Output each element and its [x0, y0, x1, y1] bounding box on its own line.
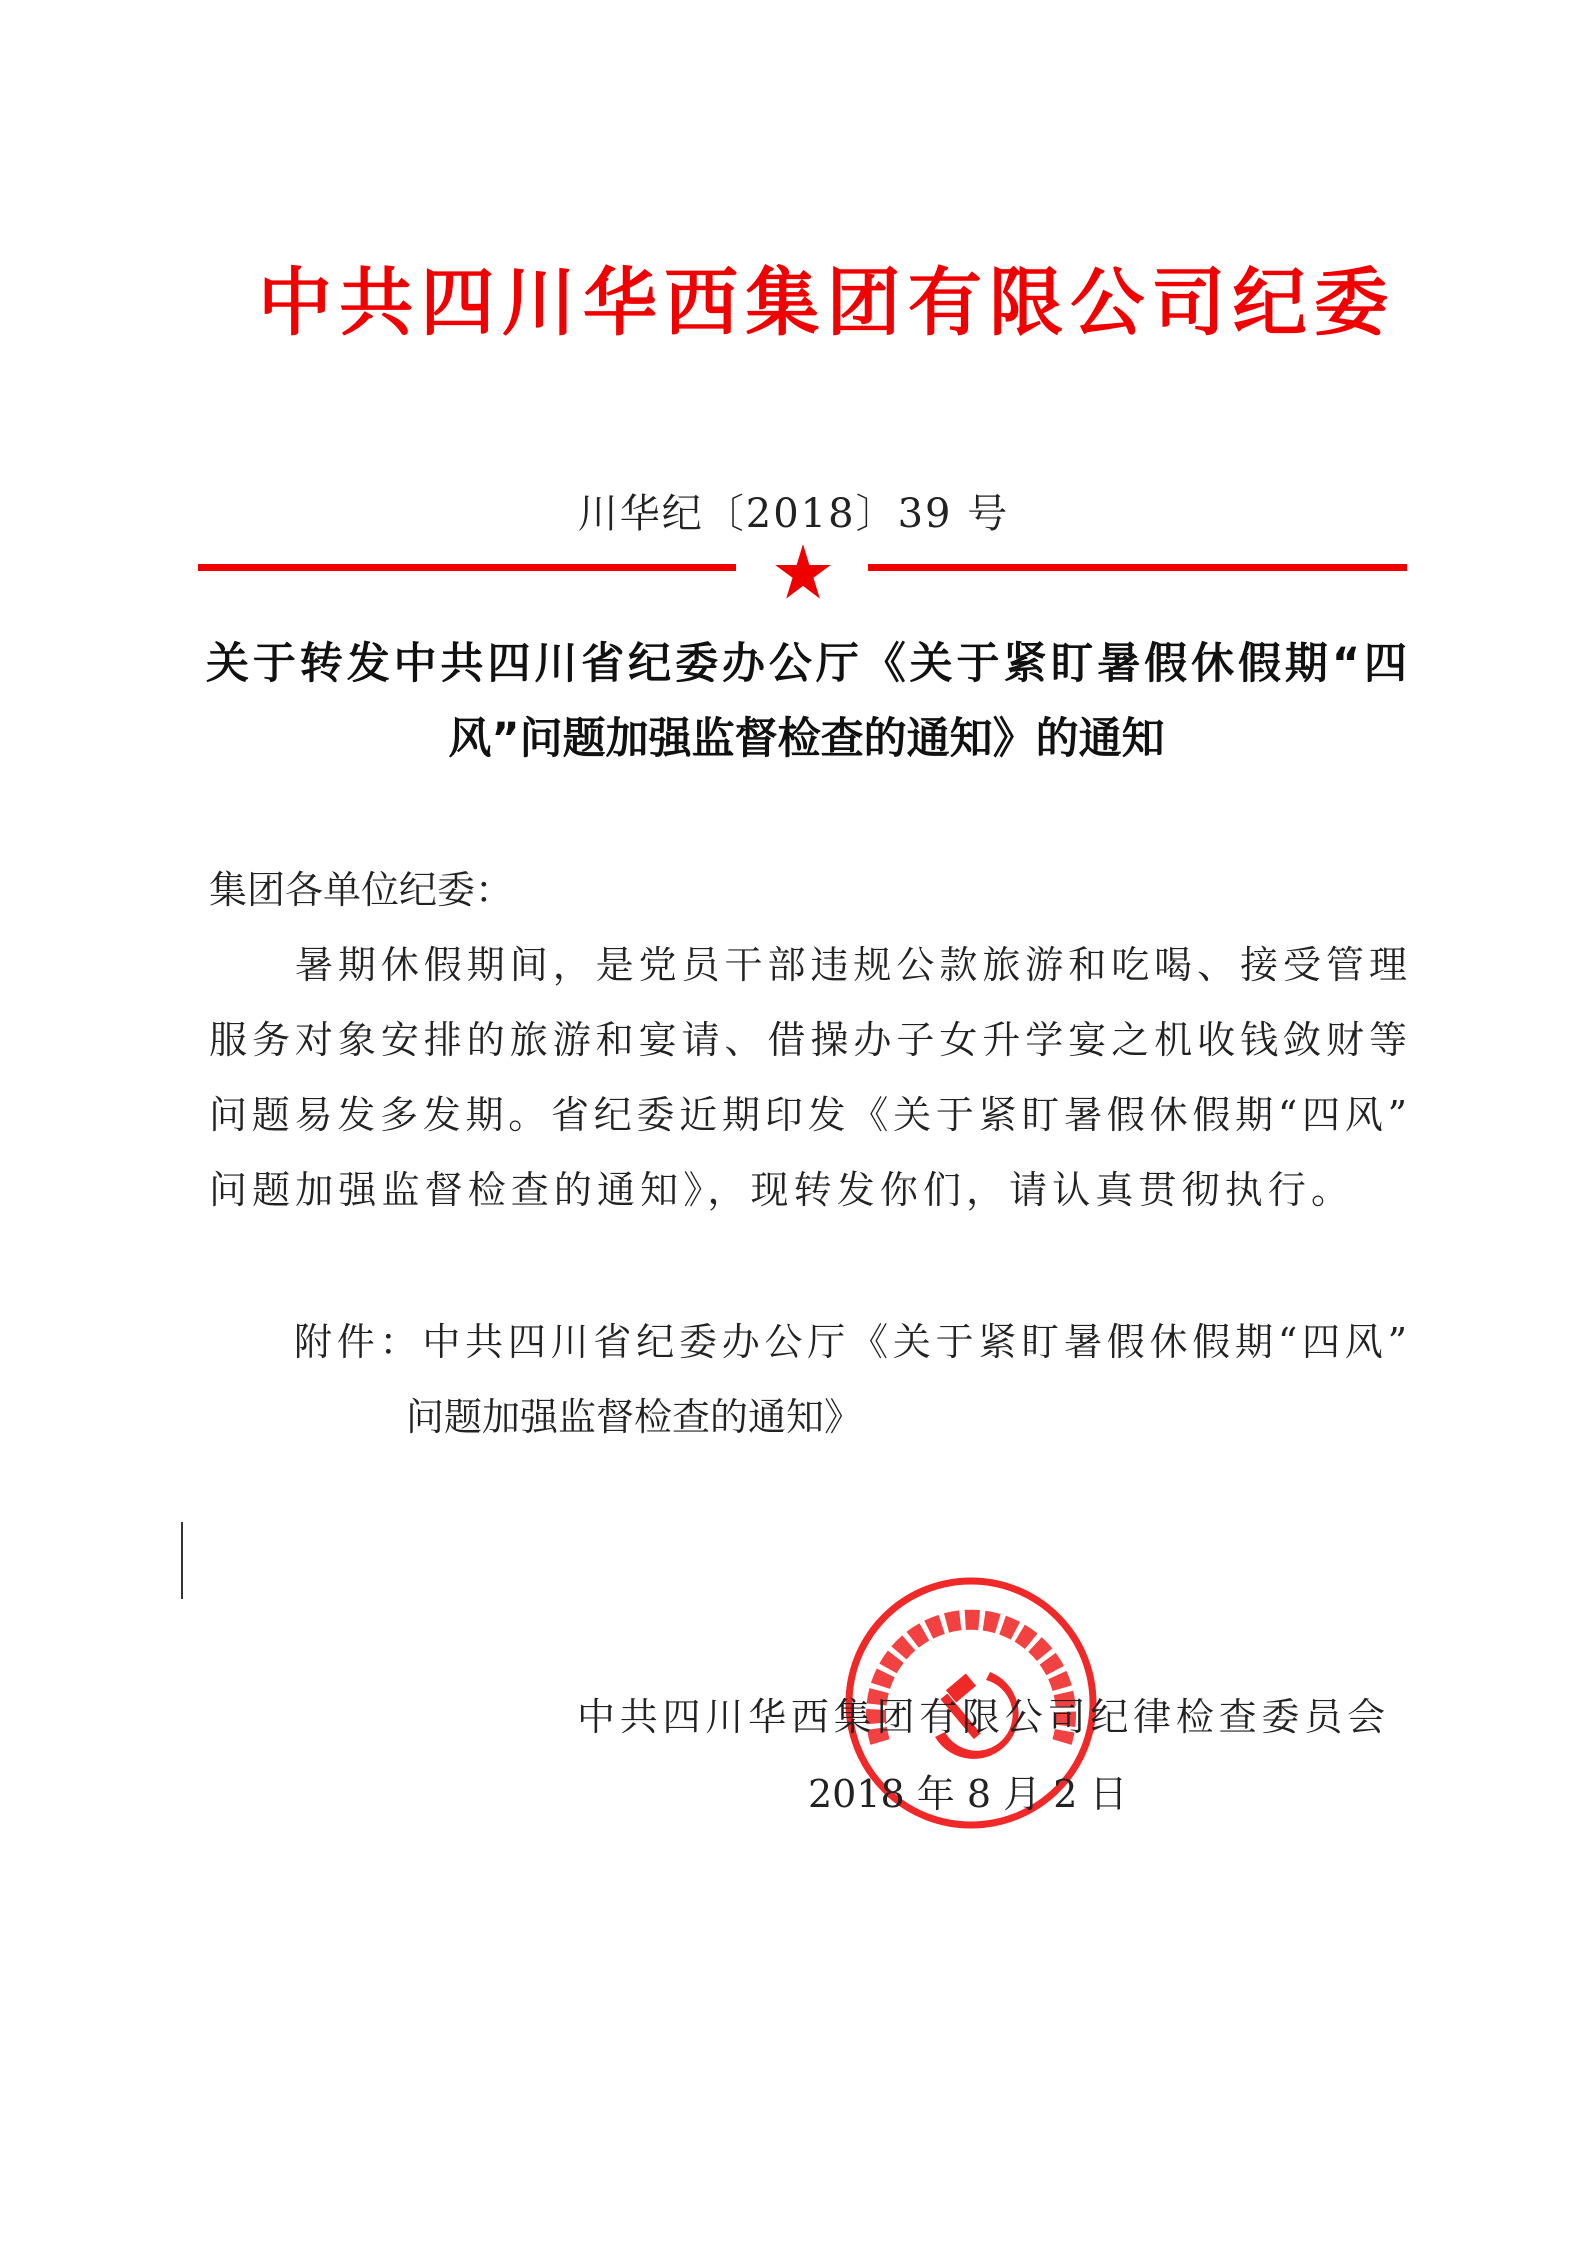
document-title-line-2: 风”问题加强监督检查的通知》的通知	[448, 714, 1165, 764]
organization-header: 中共四川华西集团有限公司纪委	[258, 260, 1388, 346]
star-icon	[774, 543, 832, 601]
attachment-line-1: 附件：中共四川省纪委办公厅《关于紧盯暑假休假期“四风”	[294, 1320, 1407, 1364]
document-number: 川华纪〔2018〕39 号	[577, 491, 1010, 537]
margin-marker	[181, 1522, 183, 1599]
body-line: 问题易发多发期。省纪委近期印发《关于紧盯暑假休假期“四风”	[209, 1093, 1407, 1137]
signature-organization: 中共四川华西集团有限公司纪律检查委员会	[577, 1695, 1385, 1739]
signature-date: 2018 年 8 月 2 日	[808, 1772, 1128, 1816]
body-line: 暑期休假期间，是党员干部违规公款旅游和吃喝、接受管理	[209, 943, 1407, 987]
salutation: 集团各单位纪委：	[209, 868, 514, 912]
red-divider-left	[198, 564, 736, 571]
document-title-line-1: 关于转发中共四川省纪委办公厅《关于紧盯暑假休假期“四	[206, 639, 1407, 689]
attachment-line-2: 问题加强监督检查的通知》	[406, 1395, 863, 1439]
red-divider-right	[868, 564, 1407, 571]
body-line: 问题加强监督检查的通知》，现转发你们，请认真贯彻执行。	[209, 1168, 1349, 1212]
body-line: 服务对象安排的旅游和宴请、借操办子女升学宴之机收钱敛财等	[209, 1018, 1407, 1062]
